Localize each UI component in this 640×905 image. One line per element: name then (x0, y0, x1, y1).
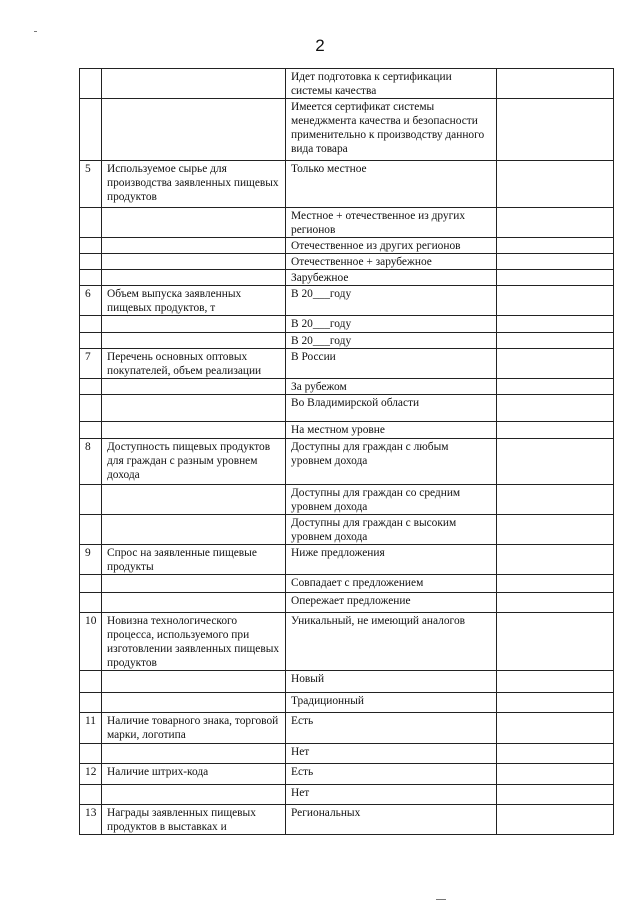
option-cell: Отечественное + зарубежное (286, 254, 497, 270)
value-cell[interactable] (497, 713, 614, 744)
option-cell: Зарубежное (286, 270, 497, 286)
criterion-cell (102, 515, 286, 545)
value-cell[interactable] (497, 613, 614, 671)
table-row (80, 316, 614, 333)
criterion-cell (102, 744, 286, 764)
criterion-cell (102, 99, 286, 161)
criterion-cell: Наличие штрих-кода (102, 764, 286, 785)
row-number-cell (80, 333, 102, 349)
value-cell[interactable] (497, 286, 614, 316)
criterion-cell (102, 379, 286, 395)
table-row (80, 238, 614, 254)
option-cell: Доступны для граждан с любым уровнем дохода (286, 439, 497, 485)
row-number-cell (80, 316, 102, 333)
table-row (80, 515, 614, 545)
scan-speck (34, 31, 37, 32)
row-number-cell (80, 379, 102, 395)
option-cell: Доступны для граждан со средним уровнем дохода (286, 485, 497, 515)
option-cell: Доступны для граждан с высоким уровнем дохода (286, 515, 497, 545)
table-row (80, 99, 614, 161)
row-number-cell: 5 (80, 161, 102, 208)
criterion-cell (102, 208, 286, 238)
value-cell[interactable] (497, 422, 614, 439)
table-row (80, 379, 614, 395)
row-number-cell (80, 693, 102, 713)
criterion-cell (102, 333, 286, 349)
value-cell[interactable] (497, 161, 614, 208)
table-row (80, 286, 614, 316)
option-cell: Имеется сертификат системы менеджмента качества и безопасности применительно к производству данного вида товара (286, 99, 497, 161)
row-number-cell (80, 575, 102, 593)
table-row (80, 270, 614, 286)
criterion-cell: Наличие товарного знака, торговой марки, логотипа (102, 713, 286, 744)
option-cell: Идет подготовка к сертификации системы качества (286, 69, 497, 99)
value-cell[interactable] (497, 395, 614, 422)
table-body (80, 69, 614, 835)
table-row (80, 671, 614, 693)
option-cell: Традиционный (286, 693, 497, 713)
option-cell: За рубежом (286, 379, 497, 395)
table-row (80, 693, 614, 713)
value-cell[interactable] (497, 99, 614, 161)
value-cell[interactable] (497, 316, 614, 333)
option-cell: В 20___году (286, 333, 497, 349)
criterion-cell: Доступность пищевых продуктов для граждан с разным уровнем дохода (102, 439, 286, 485)
row-number-cell (80, 254, 102, 270)
row-number-cell (80, 671, 102, 693)
criterion-cell: Перечень основных оптовых покупателей, объем реализации (102, 349, 286, 379)
criterion-cell: Новизна технологического процесса, используемого при изготовлении заявленных пищевых продуктов (102, 613, 286, 671)
criterion-cell (102, 270, 286, 286)
value-cell[interactable] (497, 545, 614, 575)
option-cell: Нет (286, 744, 497, 764)
row-number-cell: 7 (80, 349, 102, 379)
table-row (80, 422, 614, 439)
value-cell[interactable] (497, 333, 614, 349)
criterion-cell (102, 575, 286, 593)
option-cell: Опережает предложение (286, 593, 497, 613)
value-cell[interactable] (497, 379, 614, 395)
value-cell[interactable] (497, 764, 614, 785)
option-cell: В 20___году (286, 286, 497, 316)
table-row (80, 485, 614, 515)
table-row (80, 713, 614, 744)
table-row (80, 805, 614, 835)
criterion-cell (102, 238, 286, 254)
option-cell: Нет (286, 785, 497, 805)
table-row (80, 785, 614, 805)
value-cell[interactable] (497, 69, 614, 99)
row-number-cell: 8 (80, 439, 102, 485)
criterion-cell (102, 254, 286, 270)
criterion-cell (102, 422, 286, 439)
value-cell[interactable] (497, 671, 614, 693)
row-number-cell (80, 69, 102, 99)
option-cell: Местное + отечественное из других регионов (286, 208, 497, 238)
value-cell[interactable] (497, 238, 614, 254)
table-row (80, 545, 614, 575)
row-number-cell (80, 422, 102, 439)
option-cell: На местном уровне (286, 422, 497, 439)
option-cell: Отечественное из других регионов (286, 238, 497, 254)
option-cell: В 20___году (286, 316, 497, 333)
option-cell: Есть (286, 764, 497, 785)
table-row (80, 208, 614, 238)
row-number-cell: 12 (80, 764, 102, 785)
value-cell[interactable] (497, 270, 614, 286)
option-cell: Региональных (286, 805, 497, 835)
option-cell: Во Владимирской области (286, 395, 497, 422)
row-number-cell (80, 238, 102, 254)
value-cell[interactable] (497, 208, 614, 238)
value-cell[interactable] (497, 254, 614, 270)
row-number-cell (80, 270, 102, 286)
criterion-cell (102, 693, 286, 713)
row-number-cell (80, 395, 102, 422)
option-cell: Совпадает с предложением (286, 575, 497, 593)
table-row (80, 439, 614, 485)
criterion-cell (102, 69, 286, 99)
criterion-cell (102, 785, 286, 805)
option-cell: Только местное (286, 161, 497, 208)
criterion-cell: Награды заявленных пищевых продуктов в выставках и (102, 805, 286, 835)
row-number-cell (80, 99, 102, 161)
value-cell[interactable] (497, 349, 614, 379)
table-row (80, 254, 614, 270)
value-cell[interactable] (497, 485, 614, 515)
row-number-cell: 9 (80, 545, 102, 575)
criterion-cell (102, 593, 286, 613)
criterion-cell (102, 671, 286, 693)
table-row (80, 395, 614, 422)
row-number-cell: 10 (80, 613, 102, 671)
scan-speck (436, 899, 446, 900)
criterion-cell (102, 395, 286, 422)
row-number-cell: 6 (80, 286, 102, 316)
criterion-cell (102, 485, 286, 515)
row-number-cell (80, 785, 102, 805)
option-cell: Новый (286, 671, 497, 693)
row-number-cell (80, 515, 102, 545)
row-number-cell (80, 485, 102, 515)
table-row (80, 161, 614, 208)
value-cell[interactable] (497, 805, 614, 835)
table-row (80, 349, 614, 379)
value-cell[interactable] (497, 593, 614, 613)
table-row (80, 575, 614, 593)
row-number-cell (80, 593, 102, 613)
value-cell[interactable] (497, 515, 614, 545)
page-number: 2 (315, 36, 325, 55)
value-cell[interactable] (497, 785, 614, 805)
table-row (80, 613, 614, 671)
row-number-cell: 11 (80, 713, 102, 744)
value-cell[interactable] (497, 744, 614, 764)
criterion-cell: Спрос на заявленные пищевые продукты (102, 545, 286, 575)
value-cell[interactable] (497, 439, 614, 485)
table-row (80, 744, 614, 764)
option-cell: Уникальный, не имеющий аналогов (286, 613, 497, 671)
row-number-cell (80, 744, 102, 764)
criterion-cell (102, 316, 286, 333)
value-cell[interactable] (497, 693, 614, 713)
table-row (80, 333, 614, 349)
table-row (80, 69, 614, 99)
assessment-table (79, 68, 614, 835)
option-cell: Ниже предложения (286, 545, 497, 575)
option-cell: Есть (286, 713, 497, 744)
table-row (80, 593, 614, 613)
value-cell[interactable] (497, 575, 614, 593)
criterion-cell: Объем выпуска заявленных пищевых продуктов, т (102, 286, 286, 316)
row-number-cell: 13 (80, 805, 102, 835)
table-row (80, 764, 614, 785)
criterion-cell: Используемое сырье для производства заявленных пищевых продуктов (102, 161, 286, 208)
row-number-cell (80, 208, 102, 238)
option-cell: В России (286, 349, 497, 379)
